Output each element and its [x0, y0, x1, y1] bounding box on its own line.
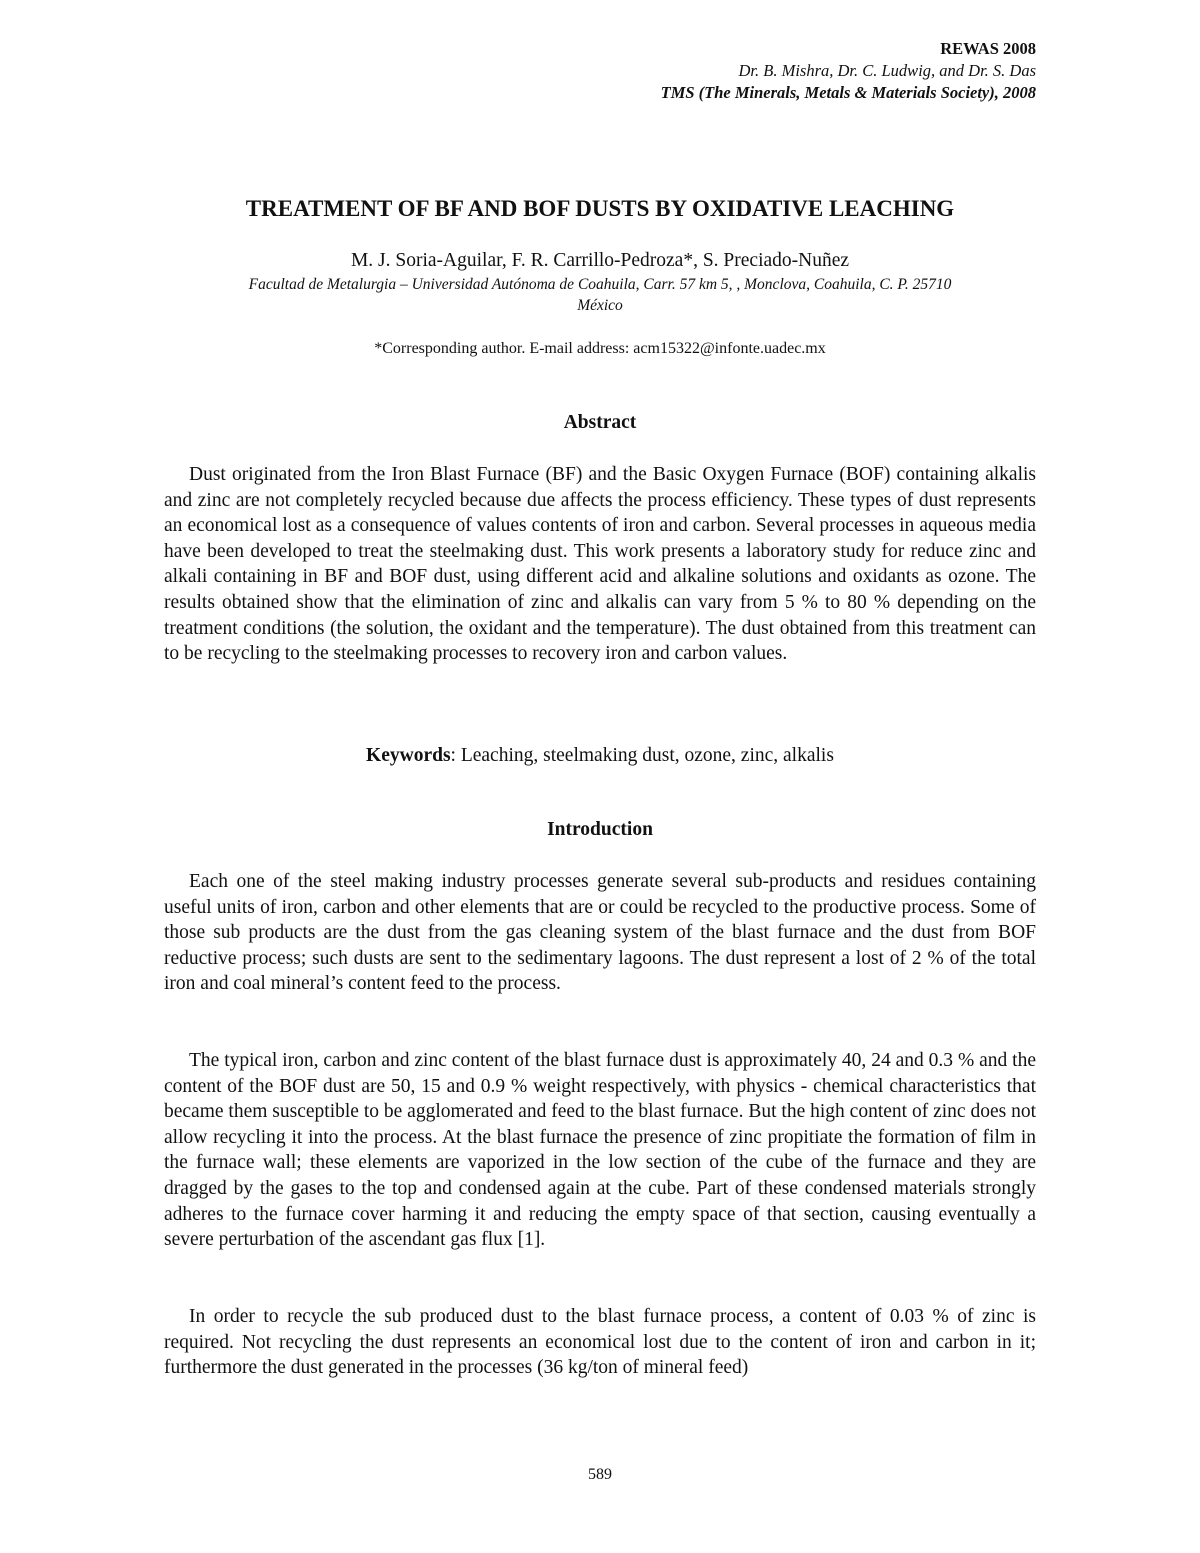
intro-paragraph-2: The typical iron, carbon and zinc content of the blast furnace dust is approximately 40, 24 and 0.3 % and the content of the BOF dust are 50, 15 and 0.9 % weight respectively, with physics - chemical characteristics that became them susceptible to be agglomerated and feed to the blast furnace. But the high content of zinc does not allow recycling it into the process. At the blast furnace the presence of zinc propitiate the formation of film in the furnace wall; these elements are vaporized in the low section of the cube of the furnace and they are dragged by the gases to the top and condensed again at the cube. Part of these condensed materials strongly adheres to the furnace cover harming it and reducing the empty space of that section, causing eventually a severe perturbation of the ascendant gas flux [1].: [164, 1050, 1036, 1251]
editors-line: Dr. B. Mishra, Dr. C. Ludwig, and Dr. S. Das: [738, 61, 1036, 80]
intro-paragraph-1: Each one of the steel making industry processes generate several sub-products and residues containing useful units of iron, carbon and other elements that are or could be recycled to the productive process. Some of those sub products are the dust from the gas cleaning system of the blast furnace and the dust from BOF reductive process; such dusts are sent to the sedimentary lagoons. The dust represent a lost of 2 % of the total iron and coal mineral’s content feed to the process.: [164, 871, 1036, 995]
paper-title: TREATMENT OF BF AND BOF DUSTS BY OXIDATIVE LEACHING: [245, 196, 955, 221]
abstract-text: Dust originated from the Iron Blast Furnace (BF) and the Basic Oxygen Furnace (BOF) containing alkalis and zinc are not completely recycled because due affects the process efficiency. These types of dust represents an economical lost as a consequence of values contents of iron and carbon. Several processes in aqueous media have been developed to treat the steelmaking dust. This work presents a laboratory study for reduce zinc and alkali containing in BF and BOF dust, using different acid and alkaline solutions and oxidants as ozone. The results obtained show that the elimination of zinc and alkalis can vary from 5 % to 80 % depending on the treatment conditions (the solution, the oxidant and the temperature). The dust obtained from this treatment can to be recycling to the steelmaking processes to recovery iron and carbon values.: [164, 464, 1036, 665]
abstract-heading: Abstract: [563, 412, 637, 433]
keywords-text: : Leaching, steelmaking dust, ozone, zinc, alkalis: [450, 745, 834, 766]
running-head: [661, 38, 1036, 104]
intro-paragraph-3: In order to recycle the sub produced dust to the blast furnace process, a content of 0.03 % of zinc is required. Not recycling the dust represents an economical lost due to the content of iron and carbon in it; furthermore the dust generated in the processes (36 kg/ton of mineral feed): [164, 1306, 1036, 1379]
author-list: M. J. Soria-Aguilar, F. R. Carrillo-Pedroza*, S. Preciado-Nuñez: [350, 250, 850, 271]
keywords-label: Keywords: [366, 745, 451, 766]
introduction-heading: Introduction: [547, 819, 653, 840]
affiliation-line-1: Facultad de Metalurgia – Universidad Autónoma de Coahuila, Carr. 57 km 5, , Monclova, Coahuila, C. P. 25710: [248, 276, 952, 293]
conference-name: REWAS 2008: [940, 39, 1036, 58]
page-number: 589: [588, 1466, 612, 1483]
keywords-line: [164, 743, 1036, 769]
corresponding-author-note: *Corresponding author. E-mail address: acm15322@infonte.uadec.mx: [374, 340, 826, 357]
publisher-line: TMS (The Minerals, Metals & Materials Society), 2008: [660, 83, 1036, 102]
affiliation-line-2: México: [577, 297, 623, 314]
affiliation: [150, 274, 1050, 316]
